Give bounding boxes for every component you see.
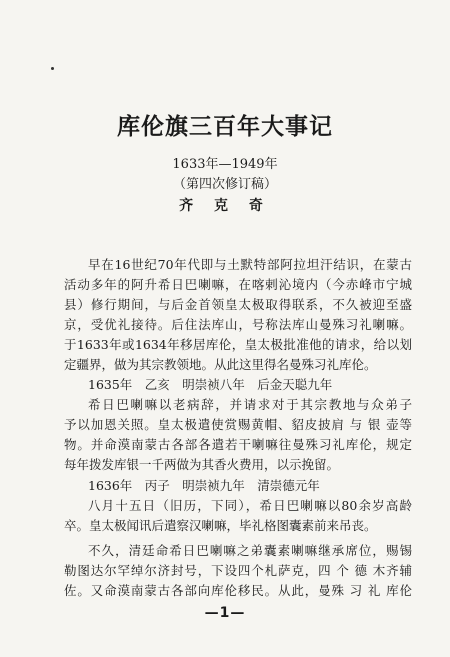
ink-speck xyxy=(51,67,54,70)
body-line: 不久，清廷命希日巴喇嘛之弟囊素喇嘛继承席位，赐锡 xyxy=(88,543,412,558)
body-line: 活动多年的阿升希日巴喇嘛，在喀剌沁境内（今赤峰市宁城 xyxy=(64,277,412,292)
year-heading: 1635年 乙亥 明崇祯八年 后金天聪九年 xyxy=(88,377,333,392)
page-number: —1— xyxy=(204,605,246,621)
body-line: 于1633年或1634年移居库伦，皇太极批准他的请求，给以划 xyxy=(64,337,412,352)
body-line: 勒图达尔罕绰尔济封号，下设四个札萨克，四 个 德 木齐辅 xyxy=(64,563,412,578)
body-line: 希日巴喇嘛以老病辞，并请求对于其宗教地与众弟子 xyxy=(88,397,412,412)
body-line: 早在16世纪70年代即与土默特部阿拉坦汗结识，在蒙古 xyxy=(88,257,412,272)
body-line: 县）修行期间，与后金首领皇太极取得联系，不久被迎至盛 xyxy=(64,297,412,312)
date-range: 1633年—1949年 xyxy=(172,157,278,172)
body-line: 八月十五日（旧历，下同），希日巴喇嘛以80余岁高龄 xyxy=(88,498,412,513)
body-line: 京，受优礼接待。后住法库山，号称法库山曼殊习礼喇嘛。 xyxy=(64,317,412,332)
body-line: 定疆界，做为其宗教领地。从此这里得名曼殊习礼库伦。 xyxy=(64,357,377,372)
draft-note: （第四次修订稿） xyxy=(172,177,277,192)
body-line: 佐。又命漠南蒙古各部向库伦移民。从此，曼殊 习 礼 库伦 xyxy=(64,583,412,598)
body-line: 每年拨发库银一千两做为其香火费用，以示挽留。 xyxy=(64,457,340,472)
year-heading: 1636年 丙子 明崇祯九年 清崇德元年 xyxy=(88,478,320,493)
document-title: 库伦旗三百年大事记 xyxy=(117,114,333,140)
body-line: 卒。皇太极闻讯后遣察汉喇嘛，毕礼格图囊素前来吊丧。 xyxy=(64,518,377,533)
body-line: 予以加恩关照。皇太极遣使赏赐黄帽、貂皮披肩 与 银 壶等 xyxy=(64,417,412,432)
body-line: 物。并命漠南蒙古各部各遣若干喇嘛往曼殊习礼库伦，规定 xyxy=(64,437,412,452)
author-name: 齐 克 奇 xyxy=(179,198,271,214)
